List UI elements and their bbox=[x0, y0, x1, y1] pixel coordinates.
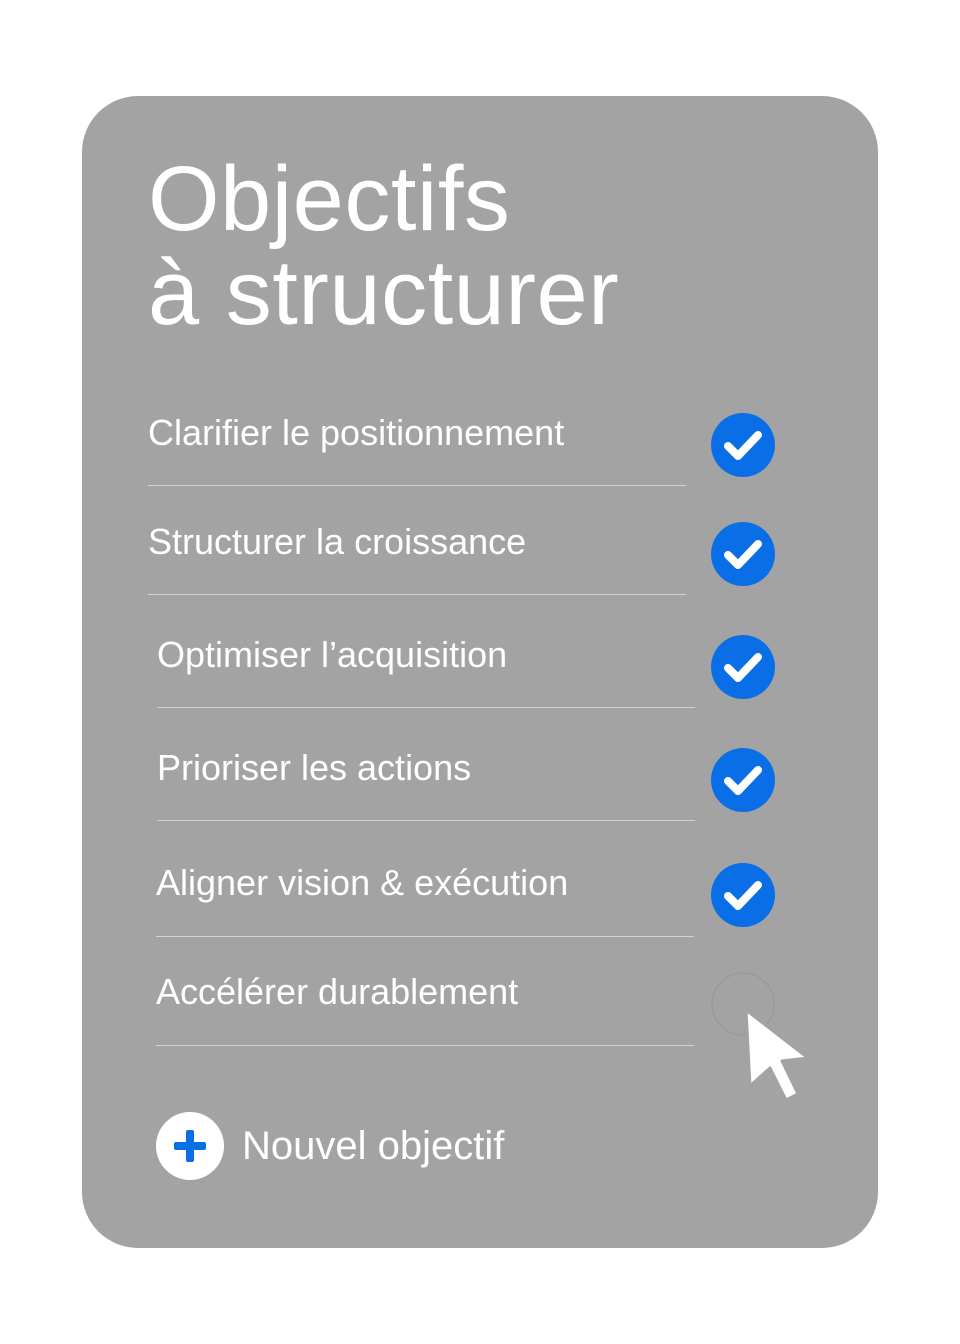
goal-checkbox-checked[interactable] bbox=[711, 635, 775, 699]
goal-label: Clarifier le positionnement bbox=[148, 412, 565, 453]
new-objective-label: Nouvel objectif bbox=[242, 1124, 505, 1168]
plus-circle bbox=[156, 1112, 224, 1180]
goal-item bbox=[157, 635, 697, 695]
goal-label: Optimiser l’acquisition bbox=[157, 634, 508, 675]
goal-item bbox=[156, 972, 696, 1032]
goal-item bbox=[156, 863, 696, 923]
mouse-pointer-icon bbox=[742, 1006, 814, 1102]
checkmark-icon bbox=[711, 413, 775, 477]
goal-checkbox-checked[interactable] bbox=[711, 748, 775, 812]
goal-checkbox-checked[interactable] bbox=[711, 413, 775, 477]
checkmark-icon bbox=[711, 863, 775, 927]
goal-divider bbox=[156, 936, 694, 937]
goal-label: Structurer la croissance bbox=[148, 521, 527, 562]
objectives-card bbox=[82, 96, 878, 1248]
goal-divider bbox=[148, 594, 686, 595]
goal-label: Accélérer durablement bbox=[156, 971, 519, 1012]
plus-icon bbox=[173, 1129, 207, 1163]
goal-divider bbox=[157, 820, 695, 821]
checkmark-icon bbox=[711, 748, 775, 812]
goal-item bbox=[157, 748, 697, 808]
goal-divider bbox=[157, 707, 695, 708]
goal-item bbox=[148, 413, 688, 473]
goal-checkbox-checked[interactable] bbox=[711, 863, 775, 927]
card-title-line-2: à structurer bbox=[148, 242, 620, 344]
goal-label: Prioriser les actions bbox=[157, 747, 472, 788]
goal-divider bbox=[156, 1045, 694, 1046]
goal-item bbox=[148, 522, 688, 582]
card-title-line-1: Objectifs bbox=[148, 148, 511, 250]
goal-checkbox-checked[interactable] bbox=[711, 522, 775, 586]
new-objective-button[interactable] bbox=[156, 1111, 504, 1181]
checkmark-icon bbox=[711, 635, 775, 699]
goal-label: Aligner vision & exécution bbox=[156, 862, 569, 903]
card-title bbox=[148, 148, 620, 344]
goal-divider bbox=[148, 485, 686, 486]
checkmark-icon bbox=[711, 522, 775, 586]
